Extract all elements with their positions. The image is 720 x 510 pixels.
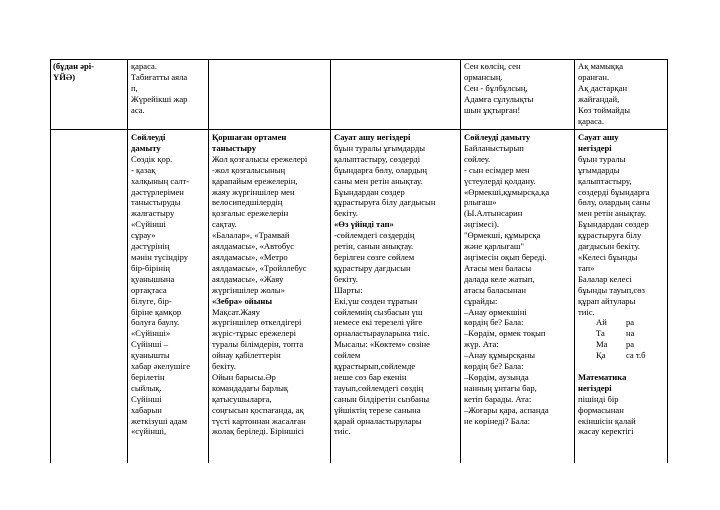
cell-line: қалыптастыру,	[578, 175, 632, 186]
game-title: «Зебра» ойыны	[212, 295, 273, 306]
syllable: Ма	[596, 339, 608, 350]
cell-line: берілген сөзге сөйлем	[334, 251, 415, 262]
cell-line: жолақ беріледі. Біріншісі	[212, 426, 304, 437]
cell-line: Мақсат.Жаяу	[212, 306, 260, 317]
cell-line: бекіту.	[212, 361, 236, 372]
cell-line: қатысушыларға,	[212, 393, 272, 404]
cell-line: Байланыстырып	[464, 142, 524, 153]
cell-line: таныстыруды	[131, 197, 181, 208]
column-divider	[330, 59, 331, 463]
cell-line: санын білдіретін сызбаны	[334, 393, 430, 404]
cell-line: -сөйлемдегі сөздердің	[334, 230, 415, 241]
cell-line: бұындарға бөлу, олардың	[334, 164, 427, 175]
game-title: «Өз үйінді тап»	[334, 219, 394, 230]
cell-line: және қарлығаш"	[464, 241, 525, 252]
cell-line: Екі,үш сөзден тұратын	[334, 295, 418, 306]
column-divider	[208, 59, 209, 463]
cell-line: сыйлық.	[131, 382, 162, 393]
cell-line: жүргіншілер жолы»	[212, 284, 285, 295]
syllable: ра	[626, 317, 635, 328]
cell-line: "Өрмекші, құмырсқа	[464, 230, 541, 241]
cell-line: сөздерді бұындарға	[578, 186, 650, 197]
table-border-top	[50, 59, 668, 60]
cell-line: пішінді бір	[578, 393, 619, 404]
cell-line: Бұындардан сөздер	[578, 219, 649, 230]
cell-line: «Балалар», «Трамвай	[212, 230, 290, 241]
cell-line: жүр. Ата:	[464, 339, 499, 350]
cell-line: қараса.	[578, 115, 604, 126]
cell-line: болуға баулу.	[131, 317, 180, 328]
cell-line: - қазақ	[131, 164, 156, 175]
cell-line: немесе екі терезелі үйге	[334, 317, 423, 328]
cell-line: п,	[131, 82, 138, 93]
cell-line: Сен - бұлбұлсың,	[464, 82, 528, 93]
section-heading: Математика	[578, 371, 627, 382]
syllable-row	[578, 317, 667, 328]
cell-line: Көз тоймайды	[578, 104, 631, 115]
cell-line: сұрайды:	[464, 295, 498, 306]
row-divider	[50, 129, 668, 130]
cell-line: орналастырауларына тиіс.	[334, 328, 430, 339]
cell-line: түсті картоннан жасалған	[212, 415, 306, 426]
cell-line: жүріс-тұрыс ережелері	[212, 328, 297, 339]
cell-line: жүргіншілер өткелдігері	[212, 317, 302, 328]
cell-line: сөйлемнің сызбасын үш	[334, 306, 423, 317]
cell-line: ормансың.	[464, 71, 503, 82]
cell-line: Ойын барысы.Әр	[212, 371, 276, 382]
cell-line: аса.	[131, 104, 145, 115]
cell-line: қарапайым ережелерін,	[212, 175, 298, 186]
cell-line: жаяу жүргіншілер мен	[212, 186, 295, 197]
cell-line: үстеулерді қолдану.	[464, 175, 536, 186]
cell-line: Сөздік қор.	[131, 153, 173, 164]
cell-line: қалыптастыру, сөздерді	[334, 153, 421, 164]
cell-line: қуанышты	[131, 350, 170, 361]
section-heading: Қоршаған ортамен	[212, 132, 287, 142]
cell-line: жасау керектігі	[578, 426, 634, 437]
cell-line: үйшіктің терезе санына	[334, 404, 421, 415]
cell-line: Шарты:	[334, 284, 363, 295]
syllable-row	[578, 350, 667, 361]
cell-line: туралы білімдерін, топта	[212, 339, 304, 350]
cell-line: ойнау қабілеттерін	[212, 350, 281, 361]
cell-line: рлығаш»	[464, 197, 497, 208]
cell-line: дәстүрінің	[131, 241, 170, 252]
cell-line: Сен көлсің, сен	[464, 61, 521, 71]
section-heading: таныстыру	[212, 142, 256, 153]
syllable: Қа	[596, 350, 606, 361]
section-heading: негіздері	[578, 382, 612, 393]
cell-line: (Ы.Алтынсарин	[464, 208, 523, 219]
cell-line: Ақ дастарқан	[578, 82, 628, 93]
cell-line: Жол қозғалысы ережелері	[212, 153, 308, 164]
row2-col5-cell	[464, 132, 573, 463]
cell-line: құрастырып,сөйлемде	[334, 361, 416, 372]
cell-line: Мысалы: «Көктем» сөзіне	[334, 339, 430, 350]
cell-line: қуанышына	[131, 273, 175, 284]
cell-line: хабар әкелушіге	[131, 361, 191, 372]
cell-line: бөлу, олардың саны	[578, 197, 651, 208]
cell-line: (бұдан әрі-	[53, 61, 95, 71]
plan-table	[50, 59, 668, 463]
cell-line: тауып,сөйлемдегі сөздің	[334, 382, 424, 393]
cell-line: ҮЙӘ)	[53, 71, 76, 82]
cell-line: мен ретін анықтау.	[578, 208, 647, 219]
syllable: на	[626, 328, 635, 339]
cell-line: –Анау өрмекшіні	[464, 306, 527, 317]
cell-line: біріне қамқор	[131, 306, 182, 317]
section-heading: Сауат ашу негіздері	[334, 132, 411, 142]
cell-line: неше сөз бар екенін	[334, 371, 407, 382]
row2-col4-cell	[334, 132, 459, 463]
syllable: са т.б	[626, 350, 646, 361]
cell-line: жеткізуші адам	[131, 415, 188, 426]
cell-line: аялдамасы», «Жаяу	[212, 273, 284, 284]
section-heading: Сауат ашу	[578, 132, 619, 142]
cell-line: сұрау»	[131, 230, 156, 241]
cell-line: - сын есімдер мен	[464, 164, 530, 175]
cell-line: құрастыру дағдысын	[334, 262, 411, 273]
column-divider	[460, 59, 461, 463]
cell-line: бір-бірінің	[131, 262, 170, 273]
cell-line: қараса.	[131, 61, 157, 71]
section-heading: Сөйлеуді дамыту	[464, 132, 531, 142]
cell-line: мәнін түсіндіру	[131, 251, 189, 262]
cell-line: Сүйінші –	[131, 339, 169, 350]
cell-line: аялдамасы», «Автобус	[212, 241, 295, 252]
cell-line: көрдің бе? Бала:	[464, 317, 524, 328]
row1-col2-cell	[131, 61, 206, 116]
cell-line: -жол қозғалысының	[212, 164, 286, 175]
cell-line: әңгімесін оқып береді.	[464, 251, 547, 262]
row1-col1-cell	[53, 61, 125, 83]
row2-col2-cell	[131, 132, 207, 463]
syllable: Ай	[596, 317, 607, 328]
cell-line: –Анау құмырсқаны	[464, 350, 536, 361]
row1-col7-cell	[578, 61, 666, 126]
cell-line: саны мен ретін анықтау.	[334, 175, 423, 186]
cell-line: –Көрдім, аузында	[464, 371, 529, 382]
cell-line: әңгімесі).	[464, 219, 500, 230]
cell-line: ортақтаса	[131, 284, 167, 295]
cell-line: сөйлеу.	[464, 153, 491, 164]
column-divider	[574, 59, 575, 463]
cell-line: көрдің бе? Бала:	[464, 361, 524, 372]
cell-line: қарай орналастырулары	[334, 415, 422, 426]
spacer-line	[578, 361, 667, 372]
cell-line: құрап айтулары	[578, 295, 636, 306]
cell-line: соңғысын қоспағанда, ақ	[212, 404, 304, 415]
cell-line: Жүрейікші жар	[131, 93, 188, 104]
cell-line: сақтау.	[212, 219, 237, 230]
cell-line: Ақ мамыққа	[578, 61, 624, 71]
cell-line: «Сүйінші	[131, 219, 166, 230]
cell-line: велосипедшілердің	[212, 197, 283, 208]
cell-line: «Өрмекші,құмырсқа,қа	[464, 186, 550, 197]
cell-line: дағдысын бекіту.	[578, 241, 641, 252]
cell-line: тап»	[578, 262, 595, 273]
cell-line: қозғалыс ережелерін	[212, 208, 289, 219]
cell-line: сөйлем	[334, 350, 361, 361]
cell-line: Бұындардан сөздер	[334, 186, 405, 197]
cell-line: құрастыруға білу	[578, 230, 642, 241]
cell-line: формасынан	[578, 404, 624, 415]
syllable: Та	[596, 328, 605, 339]
cell-line: бекіту.	[334, 273, 358, 284]
cell-line: –Көрдім, өрмек тоқып	[464, 328, 546, 339]
row2-col3-cell	[212, 132, 329, 463]
cell-line: бұын туралы ұғымдарды	[334, 142, 426, 153]
syllable-row	[578, 328, 667, 339]
cell-line: кетіп барады. Ата:	[464, 393, 532, 404]
cell-line: далада келе жатып,	[464, 273, 535, 284]
cell-line: жайғандай,	[578, 93, 620, 104]
cell-line: берілетін	[131, 371, 165, 382]
syllable: ра	[626, 339, 635, 350]
cell-line: «Сүйінші»	[131, 328, 171, 339]
cell-line: аялдамасы», «Метро	[212, 251, 288, 262]
cell-line: оранған.	[578, 71, 610, 82]
section-heading: Сөйлеуді	[131, 132, 166, 142]
cell-line: екіншісін қалай	[578, 415, 636, 426]
syllable-row	[578, 339, 667, 350]
cell-line: шын ұқтырған!	[464, 104, 521, 115]
section-heading: негіздері	[578, 142, 612, 153]
cell-line: Балалар келесі	[578, 273, 632, 284]
cell-line: Сүйінші	[131, 393, 162, 404]
cell-line: не көрінеді? Бала:	[464, 415, 531, 426]
cell-line: нанның ұнтағы бар,	[464, 382, 537, 393]
section-heading: дамыту	[131, 142, 161, 153]
cell-line: Адамға сұлулықты	[464, 93, 534, 104]
cell-line: «Келесі бұынды	[578, 251, 638, 262]
cell-line: жалғастыру	[131, 208, 175, 219]
cell-line: дәстүрлерімен	[131, 186, 184, 197]
cell-line: халқының салт-	[131, 175, 190, 186]
cell-line: аялдамасы», «Тройллебус	[212, 262, 307, 273]
row1-col6-cell	[464, 61, 572, 116]
cell-line: құрастыруға білу дағдысын	[334, 197, 436, 208]
cell-line: ұғымдарды	[578, 164, 620, 175]
cell-line: тиіс.	[334, 426, 351, 437]
cell-line: командадағы барлық	[212, 382, 289, 393]
cell-line: –Жоғары қара, аспанда	[464, 404, 549, 415]
row2-col7-cell	[578, 132, 667, 463]
cell-line: «сүйінші,	[131, 426, 167, 437]
cell-line: тиіс.	[578, 306, 595, 317]
table-border-right	[667, 59, 668, 463]
cell-line: бұынды тауып,сөз	[578, 284, 645, 295]
cell-line: бекіту.	[334, 208, 358, 219]
cell-line: Табиғатты аяла	[131, 71, 188, 82]
cell-line: білуге, бір-	[131, 295, 172, 306]
cell-line: ретін, санын анықтау.	[334, 241, 414, 252]
cell-line: бұын туралы	[578, 153, 626, 164]
table-border-left	[50, 59, 51, 463]
column-divider	[127, 59, 128, 463]
cell-line: хабарын	[131, 404, 162, 415]
cell-line: Атасы мен баласы	[464, 262, 532, 273]
cell-line: атасы баласынан	[464, 284, 526, 295]
